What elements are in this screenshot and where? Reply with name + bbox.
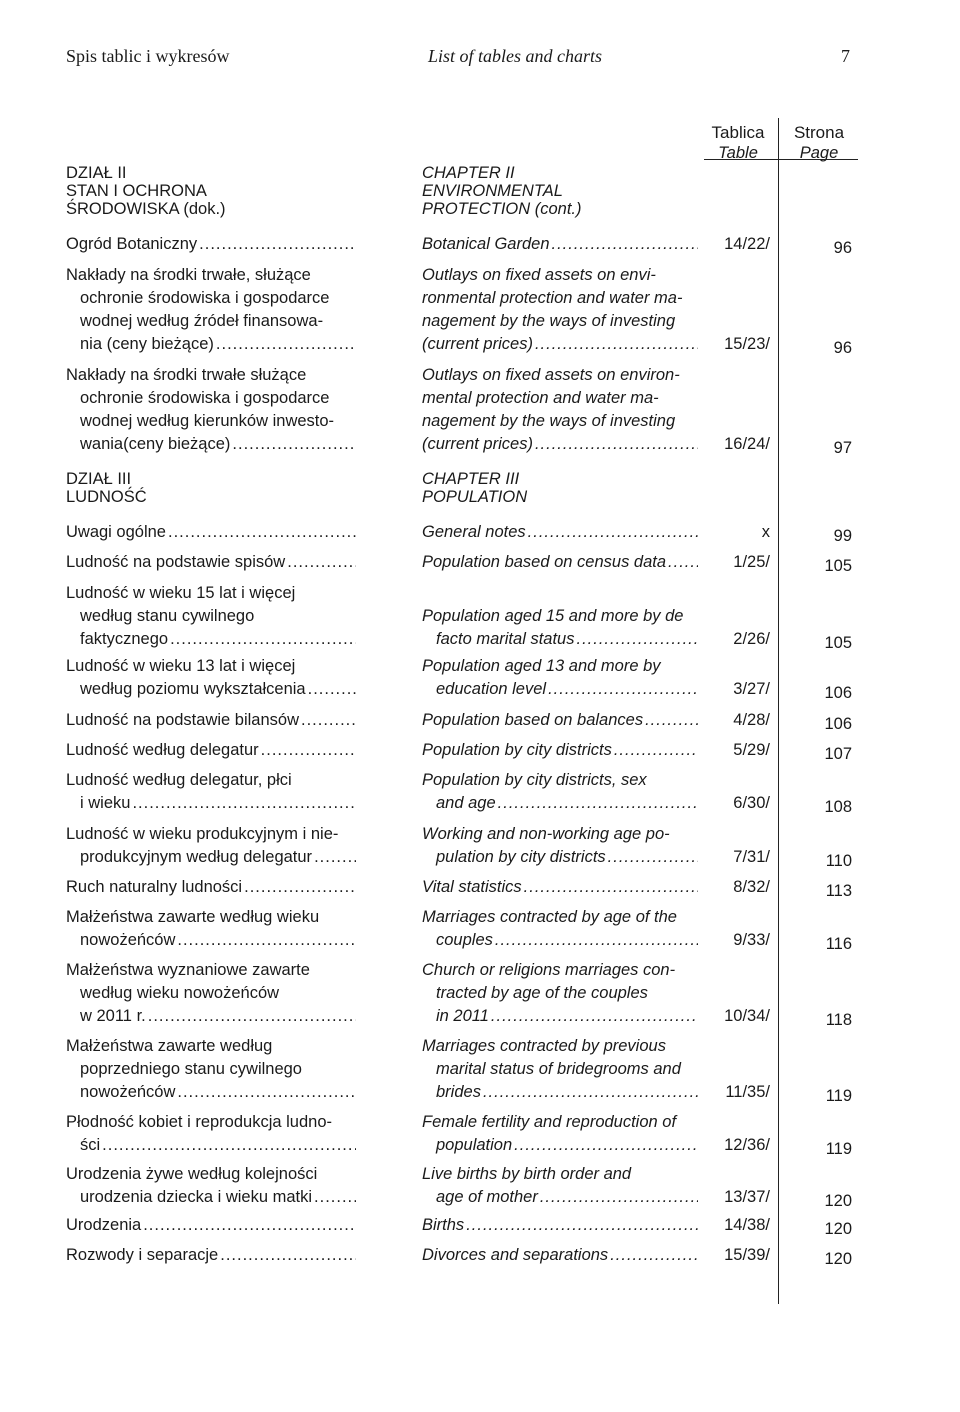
entry-title-line: [66, 387, 356, 410]
entry-title-pl: [66, 521, 356, 544]
entry-title-en: [422, 709, 698, 732]
entry-title-line: [66, 906, 356, 929]
entry-title-line: [66, 655, 356, 678]
entry-title-en: [422, 364, 698, 456]
entry-title-line: [422, 310, 698, 333]
entry-title-en: [422, 551, 698, 574]
column-header-table-pl: Tablica: [711, 123, 765, 142]
entry-title-text: Vital statistics: [422, 878, 522, 896]
entry-title-text: Church or religions marriages con-: [422, 961, 676, 979]
page-ref: 97: [833, 439, 852, 457]
page-ref: 113: [825, 882, 852, 900]
entry-title-text: Uwagi ogólne: [66, 523, 166, 541]
entry-title-line: [66, 876, 356, 899]
entry-title-text: and age: [436, 794, 496, 812]
entry-title-text: age of mother: [436, 1188, 538, 1206]
entry-title-pl: [66, 1111, 356, 1157]
entry-title-line: [422, 521, 698, 544]
page-ref: 105: [824, 557, 852, 575]
entry-title-text: Małżeństwa zawarte według wieku: [66, 908, 320, 926]
entry-title-pl: [66, 1214, 356, 1237]
entry-title-text: couples: [436, 931, 493, 949]
entry-title-pl: [66, 1163, 356, 1209]
entry-title-line: [422, 1134, 698, 1157]
table-number: 12/36/: [724, 1136, 770, 1154]
section-heading-line: DZIAŁ III: [66, 470, 132, 488]
section-heading-line: STAN I OCHRONA: [66, 182, 207, 200]
entry-title-pl: [66, 551, 356, 574]
entry-title-pl: [66, 1244, 356, 1267]
entry-title-text: Nakłady na środki trwałe, służące: [66, 266, 311, 284]
entry-title-en: [422, 233, 698, 256]
page-ref: 96: [833, 239, 852, 257]
page-ref: 116: [825, 935, 852, 953]
entry-title-line: [422, 287, 698, 310]
running-header-left: Spis tablic i wykresów: [66, 46, 230, 66]
table-number: 15/39/: [724, 1246, 770, 1264]
page-ref: 118: [825, 1011, 852, 1029]
entry-title-text: Working and non-working age po-: [422, 825, 670, 843]
entry-title-line: [422, 709, 698, 732]
entry-title-text: Rozwody i separacje: [66, 1246, 219, 1264]
entry-title-line: [422, 433, 698, 456]
section-heading-line: CHAPTER III: [422, 470, 520, 488]
entry-title-line: [422, 628, 698, 651]
entry-title-line: [66, 310, 356, 333]
entry-title-en: [422, 1111, 698, 1157]
entry-title-line: [422, 605, 698, 628]
entry-title-text: population: [436, 1136, 513, 1154]
entry-title-line: [66, 959, 356, 982]
entry-title-en: [422, 605, 698, 651]
entry-title-text: Divorces and separations: [422, 1246, 609, 1264]
section-heading-pl: [66, 470, 356, 506]
entry-title-en: [422, 264, 698, 356]
page-ref: 96: [833, 339, 852, 357]
entry-title-text: Population based on balances: [422, 711, 644, 729]
table-number: 14/38/: [724, 1216, 770, 1234]
entry-title-text: (current prices): [422, 335, 533, 353]
entry-title-text: nagement by the ways of investing: [422, 412, 676, 430]
entry-title-line: [422, 1111, 698, 1134]
page-ref: 120: [824, 1250, 852, 1268]
entry-title-text: education level: [436, 680, 547, 698]
entry-title-text: Female fertility and reproduction of: [422, 1113, 677, 1131]
entry-title-en: [422, 906, 698, 952]
entry-title-pl: [66, 876, 356, 899]
entry-title-en: [422, 739, 698, 762]
entry-title-line: [66, 1186, 356, 1209]
entry-title-text: Ludność w wieku 13 lat i więcej: [66, 657, 296, 675]
page-ref: 119: [825, 1087, 852, 1105]
entry-title-text: Małżeństwa wyznaniowe zawarte: [66, 961, 310, 979]
entry-title-line: [66, 1035, 356, 1058]
table-number: 15/23/: [724, 335, 770, 353]
entry-title-line: [66, 287, 356, 310]
table-number: 3/27/: [733, 680, 770, 698]
entry-title-en: [422, 655, 698, 701]
entry-title-en: [422, 1244, 698, 1267]
entry-title-line: [422, 769, 698, 792]
table-number: 5/29/: [733, 741, 770, 759]
table-number: 13/37/: [724, 1188, 770, 1206]
entry-title-text: Urodzenia żywe według kolejności: [66, 1165, 318, 1183]
entry-title-pl: [66, 959, 356, 1028]
entry-title-text: Małżeństwa zawarte według: [66, 1037, 273, 1055]
entry-title-line: [66, 333, 356, 356]
entry-title-text: nowożeńców: [80, 1083, 176, 1101]
page-ref: 107: [824, 745, 852, 763]
entry-title-line: [422, 739, 698, 762]
entry-title-text: Ludność na podstawie bilansów: [66, 711, 299, 729]
entry-title-pl: [66, 739, 356, 762]
entry-title-text: Płodność kobiet i reprodukcja ludno-: [66, 1113, 332, 1131]
table-number: 9/33/: [733, 931, 770, 949]
entry-title-line: [422, 876, 698, 899]
entry-title-text: Population by city districts: [422, 741, 612, 759]
entry-title-line: [422, 364, 698, 387]
entry-title-line: [422, 410, 698, 433]
entry-title-line: [422, 233, 698, 256]
entry-title-text: wodnej według źródeł finansowa-: [80, 312, 324, 330]
table-number: 7/31/: [733, 848, 770, 866]
entry-title-en: [422, 1214, 698, 1237]
section-heading-en: [422, 470, 698, 506]
table-number: 11/35/: [725, 1083, 770, 1101]
entry-title-en: [422, 1163, 698, 1209]
entry-title-line: [66, 709, 356, 732]
entry-title-pl: [66, 264, 356, 356]
entry-title-line: [66, 929, 356, 952]
entry-title-line: [422, 1005, 698, 1028]
page-number: 7: [841, 46, 850, 66]
entry-title-text: Ludność według delegatur, płci: [66, 771, 292, 789]
section-heading-line: PROTECTION (cont.): [422, 200, 582, 218]
entry-title-line: [422, 1163, 698, 1186]
entry-title-text: Ludność w wieku 15 lat i więcej: [66, 584, 296, 602]
entry-title-text: ochronie środowiska i gospodarce: [80, 289, 330, 307]
entry-title-en: [422, 1035, 698, 1104]
entry-title-pl: [66, 582, 356, 651]
entry-title-line: [422, 846, 698, 869]
entry-title-text: (current prices): [422, 435, 533, 453]
entry-title-text: in 2011: [436, 1007, 489, 1025]
page-ref: 99: [833, 527, 852, 545]
entry-title-line: [66, 410, 356, 433]
page-ref: 106: [824, 715, 852, 733]
entry-title-line: [66, 582, 356, 605]
entry-title-text: nagement by the ways of investing: [422, 312, 676, 330]
entry-title-text: Live births by birth order and: [422, 1165, 632, 1183]
column-header-table-en: Table: [718, 144, 758, 162]
entry-title-text: według poziomu wykształcenia: [80, 680, 306, 698]
entry-title-text: marital status of bridegrooms and: [436, 1060, 681, 1078]
entry-title-line: [66, 982, 356, 1005]
entry-title-text: i wieku: [80, 794, 131, 812]
entry-title-text: Outlays on fixed assets on envi-: [422, 266, 656, 284]
entry-title-text: ochronie środowiska i gospodarce: [80, 389, 330, 407]
entry-title-line: [422, 982, 698, 1005]
section-heading-en: [422, 164, 698, 218]
entry-title-line: [66, 739, 356, 762]
entry-title-line: [66, 264, 356, 287]
entry-title-pl: [66, 233, 356, 256]
entry-title-text: Marriages contracted by age of the: [422, 908, 677, 926]
entry-title-line: [422, 823, 698, 846]
entry-title-line: [66, 1058, 356, 1081]
table-number: 6/30/: [733, 794, 770, 812]
column-header-page-en: Page: [799, 144, 839, 162]
entry-title-text: Population based on census data: [422, 553, 667, 571]
page-ref: 120: [824, 1220, 852, 1238]
table-number: 14/22/: [724, 235, 770, 253]
entry-title-line: [66, 628, 356, 651]
entry-title-text: pulation by city districts: [436, 848, 606, 866]
entry-title-line: [422, 1035, 698, 1058]
entry-title-en: [422, 521, 698, 544]
entry-title-text: Population by city districts, sex: [422, 771, 647, 789]
page-ref: 119: [825, 1140, 852, 1158]
entry-title-line: [66, 1005, 356, 1028]
entry-title-text: Ludność według delegatur: [66, 741, 259, 759]
table-number: 8/32/: [733, 878, 770, 896]
entry-title-text: facto marital status: [436, 630, 575, 648]
entry-title-en: [422, 769, 698, 815]
entry-title-text: ści: [80, 1136, 101, 1154]
entry-title-text: produkcyjnym według delegatur: [80, 848, 313, 866]
entry-title-text: Marriages contracted by previous: [422, 1037, 666, 1055]
entry-title-line: [66, 551, 356, 574]
section-heading-line: POPULATION: [422, 488, 528, 506]
entry-title-text: faktycznego: [80, 630, 169, 648]
entry-title-line: [422, 929, 698, 952]
entry-title-pl: [66, 769, 356, 815]
entry-title-line: [66, 1163, 356, 1186]
entry-title-line: [66, 521, 356, 544]
entry-title-en: [422, 959, 698, 1028]
entry-title-text: Botanical Garden: [422, 235, 550, 253]
entry-title-line: [422, 1186, 698, 1209]
entry-title-text: według stanu cywilnego: [80, 607, 255, 625]
entry-title-line: [422, 387, 698, 410]
entry-title-line: [66, 1244, 356, 1267]
entry-title-line: [66, 823, 356, 846]
entry-title-en: [422, 876, 698, 899]
entry-title-line: [66, 1134, 356, 1157]
entry-title-line: [66, 364, 356, 387]
entry-title-text: Births: [422, 1216, 465, 1234]
page-ref: 108: [824, 798, 852, 816]
entry-title-text: urodzenia dziecka i wieku matki: [80, 1188, 313, 1206]
entry-title-text: w 2011 r.: [80, 1007, 146, 1025]
entry-title-text: nowożeńców: [80, 931, 176, 949]
entry-title-text: Population aged 13 and more by: [422, 657, 661, 675]
entry-title-text: wania(ceny bieżące): [80, 435, 231, 453]
entry-title-text: Ludność w wieku produkcyjnym i nie-: [66, 825, 339, 843]
entry-title-text: Outlays on fixed assets on environ-: [422, 366, 680, 384]
table-number: 16/24/: [724, 435, 770, 453]
entry-title-text: Ogród Botaniczny: [66, 235, 198, 253]
entry-title-text: według wieku nowożeńców: [80, 984, 280, 1002]
entry-title-line: [66, 846, 356, 869]
entry-title-line: [66, 769, 356, 792]
entry-title-text: Population aged 15 and more by de: [422, 607, 684, 625]
entry-title-en: [422, 823, 698, 869]
entry-title-text: ronmental protection and water ma-: [422, 289, 683, 307]
entry-title-pl: [66, 906, 356, 952]
entry-title-line: [66, 1214, 356, 1237]
entry-title-text: mental protection and water ma-: [422, 389, 659, 407]
section-heading-line: LUDNOŚĆ: [66, 488, 147, 506]
entry-title-pl: [66, 823, 356, 869]
table-number: 2/26/: [733, 630, 770, 648]
entry-title-text: Ruch naturalny ludności: [66, 878, 243, 896]
entry-title-line: [66, 678, 356, 701]
entry-title-line: [66, 792, 356, 815]
entry-title-pl: [66, 655, 356, 701]
page-ref: 106: [824, 684, 852, 702]
table-number: 10/34/: [724, 1007, 770, 1025]
page-ref: 110: [825, 852, 852, 870]
header-rule: [704, 159, 858, 160]
entry-title-text: Nakłady na środki trwałe służące: [66, 366, 307, 384]
entry-title-line: [422, 1244, 698, 1267]
entry-title-line: [422, 333, 698, 356]
entry-title-pl: [66, 364, 356, 456]
entry-title-text: tracted by age of the couples: [436, 984, 648, 1002]
entry-title-line: [422, 906, 698, 929]
entry-title-pl: [66, 1035, 356, 1104]
column-divider: [778, 118, 779, 1304]
section-heading-line: ŚRODOWISKA (dok.): [66, 200, 226, 218]
entry-title-text: nia (ceny bieżące): [80, 335, 214, 353]
entry-title-line: [422, 264, 698, 287]
entry-title-line: [422, 655, 698, 678]
section-heading-line: ENVIRONMENTAL: [422, 182, 563, 200]
entry-title-text: poprzedniego stanu cywilnego: [80, 1060, 302, 1078]
entry-title-line: [66, 233, 356, 256]
section-heading-line: DZIAŁ II: [66, 164, 127, 182]
entry-title-line: [66, 605, 356, 628]
entry-title-line: [422, 551, 698, 574]
section-heading-line: CHAPTER II: [422, 164, 515, 182]
table-number: 4/28/: [733, 711, 770, 729]
entry-title-text: brides: [436, 1083, 481, 1101]
entry-title-line: [422, 792, 698, 815]
entry-title-text: General notes: [422, 523, 526, 541]
section-heading-pl: [66, 164, 356, 218]
page-ref: 105: [824, 634, 852, 652]
entry-title-line: [422, 959, 698, 982]
entry-title-pl: [66, 709, 356, 732]
entry-title-text: Ludność na podstawie spisów: [66, 553, 286, 571]
entry-title-line: [422, 678, 698, 701]
entry-title-text: Urodzenia: [66, 1216, 142, 1234]
running-header-center: List of tables and charts: [428, 46, 603, 66]
entry-title-line: [422, 1214, 698, 1237]
entry-title-line: [66, 1111, 356, 1134]
entry-title-text: wodnej według kierunków inwesto-: [80, 412, 335, 430]
entry-title-line: [422, 1081, 698, 1104]
entry-title-line: [66, 433, 356, 456]
table-number: 1/25/: [733, 553, 770, 571]
entry-title-line: [66, 1081, 356, 1104]
column-header-page-pl: Strona: [793, 123, 845, 142]
table-number: x: [761, 523, 770, 541]
entry-title-line: [422, 1058, 698, 1081]
page-ref: 120: [824, 1192, 852, 1210]
